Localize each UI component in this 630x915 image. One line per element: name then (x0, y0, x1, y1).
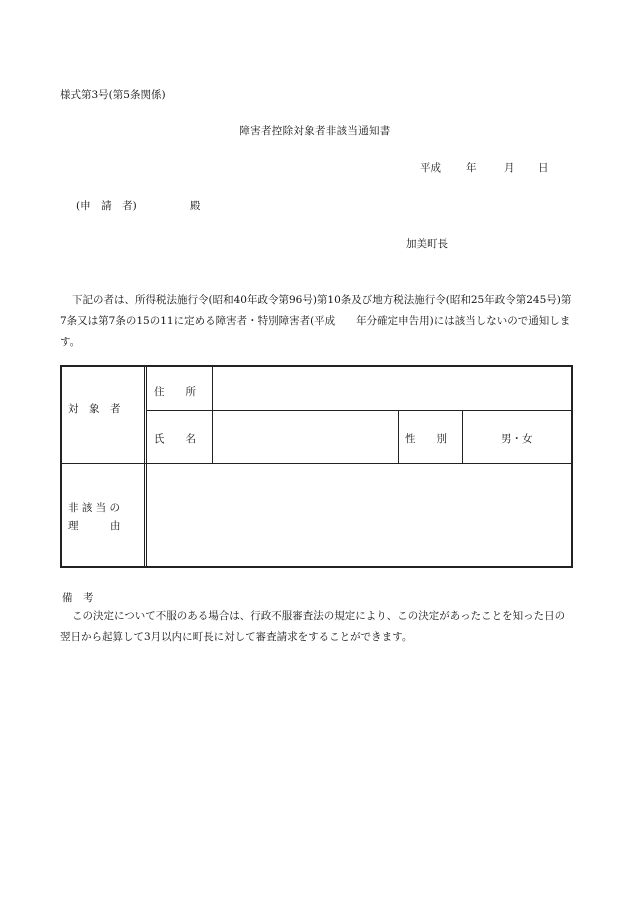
address-label: 住 所 (154, 386, 196, 398)
applicant-honorific: 殿 (190, 200, 201, 212)
gender-options[interactable]: 男・女 (501, 433, 533, 445)
gender-label: 性 別 (405, 433, 447, 445)
name-label: 氏 名 (154, 433, 196, 445)
date-day-unit: 日 (538, 162, 549, 174)
address-field[interactable] (214, 369, 569, 409)
document-title: 障害者控除対象者非該当通知書 (239, 125, 391, 137)
notes-title: 備 考 (62, 592, 94, 604)
issue-date (420, 160, 549, 175)
form-number: 様式第3号(第5条関係) (60, 89, 166, 101)
date-year-unit: 年 (466, 162, 477, 174)
subject-table (60, 365, 573, 568)
date-era: 平成 (420, 162, 441, 174)
issuer-name: 加美町長 (406, 238, 448, 250)
notice-body: 下記の者は、所得税法施行令(昭和40年政令第96号)第10条及び地方税法施行令(昭和25年政令第245号)第7条又は第7条の15の11に定める障害者・特別障害者(平成 年分確定申告用)には該当しないので通知します。 (60, 294, 572, 348)
date-month-unit: 月 (504, 162, 515, 174)
reason-label-line1: 非 該 当 の (68, 502, 121, 514)
reason-field[interactable] (150, 467, 569, 564)
notes-text: この決定について不服のある場合は、行政不服審査法の規定により、この決定があったことを知った日の翌日から起算して3月以内に町長に対して審査請求をすることができます。 (60, 610, 566, 643)
reason-label-line2: 理 由 (68, 520, 121, 532)
name-field[interactable] (214, 413, 396, 461)
applicant-label: (申 請 者) (76, 200, 137, 212)
subject-label: 対 象 者 (68, 403, 121, 415)
